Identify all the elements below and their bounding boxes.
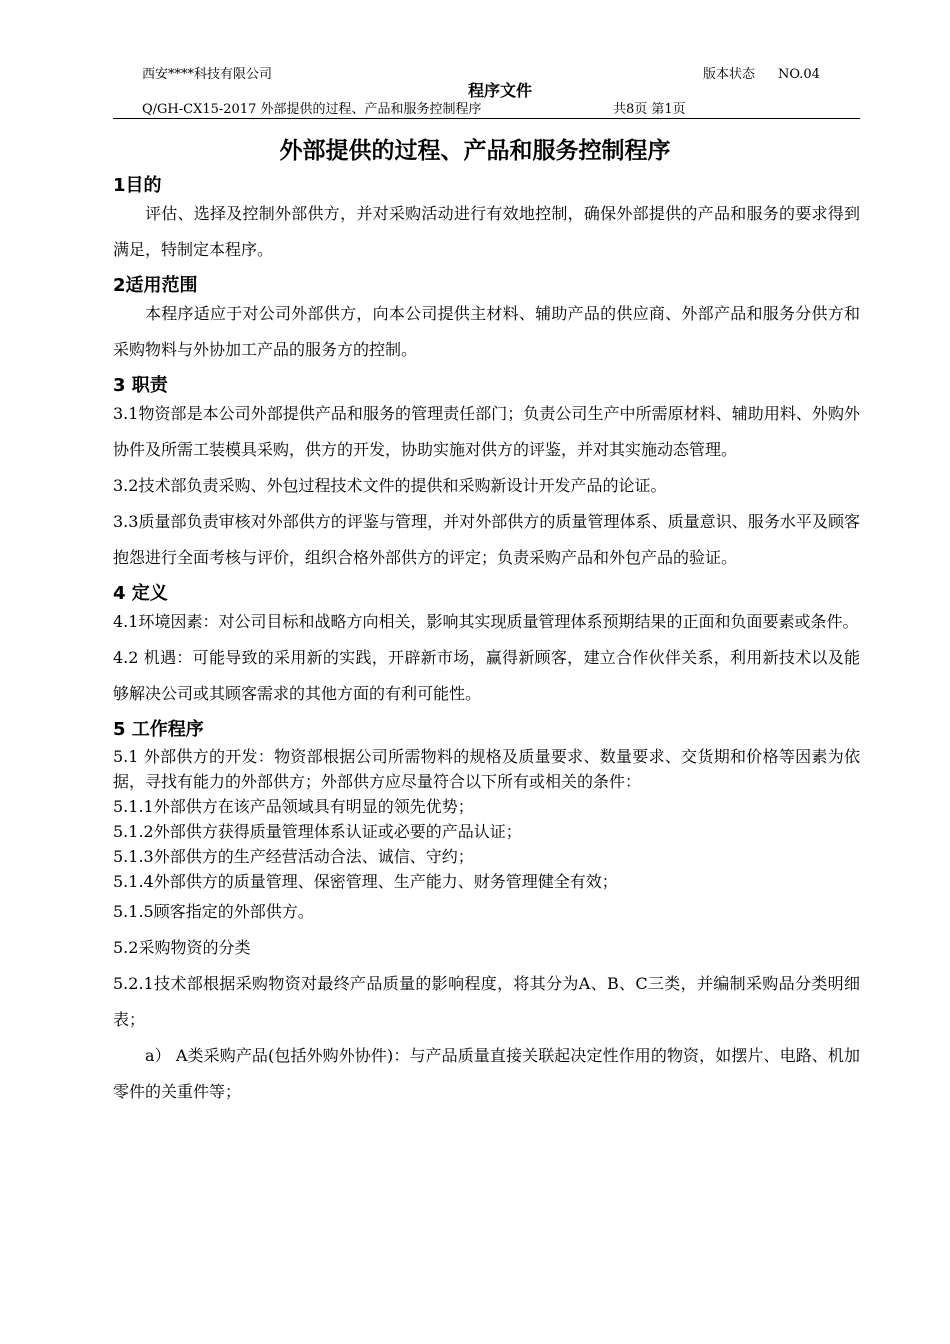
header-divider: [113, 118, 860, 119]
list-item: a） A类采购产品(包括外购外协件)：与产品质量直接关联起决定性作用的物资，如摆片、电路、机加零件的关重件等；: [113, 1046, 860, 1101]
section-heading-procedure: 5 工作程序: [113, 719, 204, 740]
document-body: [113, 172, 860, 1110]
paragraph: 评估、选择及控制外部供方，并对采购活动进行有效地控制，确保外部提供的产品和服务的要求得到满足，特制定本程序。: [113, 204, 860, 259]
paragraph: 本程序适应于对公司外部供方，向本公司提供主材料、辅助产品的供应商、外部产品和服务分供方和采购物料与外协加工产品的服务方的控制。: [113, 304, 860, 359]
section-heading-scope: 2适用范围: [113, 275, 198, 296]
paragraph: 3.1物资部是本公司外部提供产品和服务的管理责任部门；负责公司生产中所需原材料、辅助用料、外购外协件及所需工装模具采购，供方的开发，协助实施对供方的评鉴，并对其实施动态管理。: [113, 404, 860, 459]
list-item: 5.1.3外部供方的生产经营活动合法、诚信、守约；: [113, 847, 474, 866]
paragraph: 3.3质量部负责审核对外部供方的评鉴与管理，并对外部供方的质量管理体系、质量意识、服务水平及顾客抱怨进行全面考核与评价，组织合格外部供方的评定；负责采购产品和外包产品的验证。: [113, 512, 860, 567]
paragraph: 3.2技术部负责采购、外包过程技术文件的提供和采购新设计开发产品的论证。: [113, 476, 667, 495]
list-item: 5.1.1外部供方在该产品领域具有明显的领先优势；: [113, 797, 474, 816]
paragraph: 4.2 机遇：可能导致的采用新的实践，开辟新市场，赢得新顾客，建立合作伙伴关系，利用新技术以及能够解决公司或其顾客需求的其他方面的有利可能性。: [113, 648, 860, 703]
section-heading-definitions: 4 定义: [113, 583, 168, 604]
list-item: 5.1.2外部供方获得质量管理体系认证或必要的产品认证；: [113, 822, 522, 841]
page-info: 共8页 第1页: [613, 102, 686, 117]
paragraph: 5.2.1技术部根据采购物资对最终产品质量的影响程度，将其分为A、B、C三类，并编制采购品分类明细表；: [113, 974, 860, 1029]
subsection-heading: 5.2采购物资的分类: [113, 938, 251, 957]
list-item: 5.1.5顾客指定的外部供方。: [113, 902, 314, 921]
paragraph: 4.1环境因素：对公司目标和战略方向相关，影响其实现质量管理体系预期结果的正面和负面要素或条件。: [113, 612, 859, 631]
company-name: 西安****科技有限公司: [142, 67, 273, 82]
paragraph: 5.1 外部供方的开发：物资部根据公司所需物料的规格及质量要求、数量要求、交货期和价格等因素为依据，寻找有能力的外部供方；外部供方应尽量符合以下所有或相关的条件：: [113, 747, 860, 791]
list-item: 5.1.4外部供方的质量管理、保密管理、生产能力、财务管理健全有效；: [113, 872, 618, 891]
section-heading-purpose: 1目的: [113, 175, 162, 196]
version-value: NO.04: [778, 67, 820, 82]
document-title: 外部提供的过程、产品和服务控制程序: [279, 138, 671, 164]
document-type: 程序文件: [467, 81, 532, 100]
section-heading-responsibilities: 3 职责: [113, 375, 168, 396]
version-label: 版本状态: [703, 67, 756, 82]
document-code: Q/GH-CX15-2017 外部提供的过程、产品和服务控制程序: [142, 102, 482, 117]
